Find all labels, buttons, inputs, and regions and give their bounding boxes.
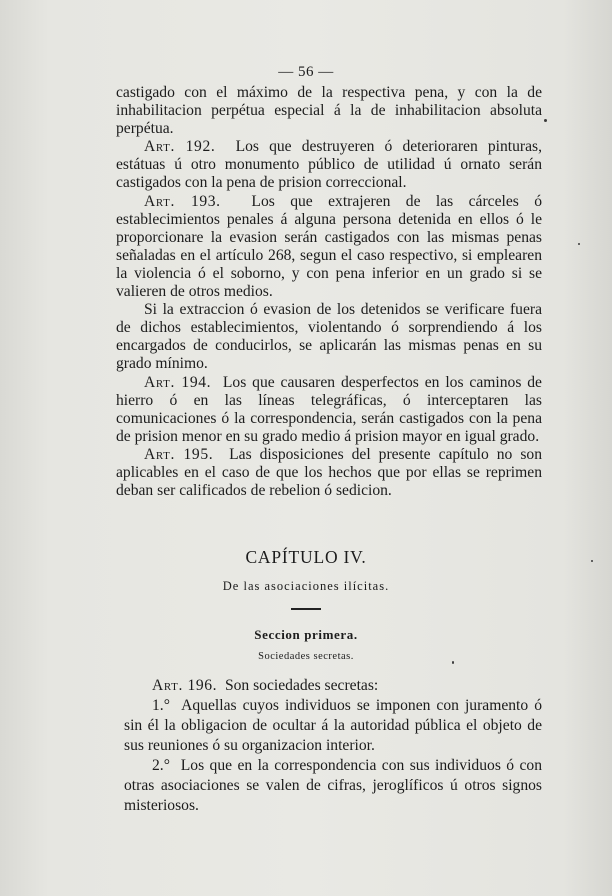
paragraph-text: Los que extrajeren de las cárceles ó establecimientos penales á alguna persona detenida en ellos ó le proporcionare la evasion serán castigados con las mismas penas señaladas en el artículo 268, segun el caso respectivo, si emplearen la violencia ó el soborno, y con pena inferior en un grado si se valieren de otros medios.	[116, 192, 543, 301]
paragraph-text: Aquellas cuyos individuos se imponen con juramento ó sin él la obligacion de ocultar á la autoridad pública el objeto de sus reuniones ó su organizacion interior.	[124, 697, 543, 754]
body-text-2	[124, 676, 542, 816]
ink-speck	[544, 119, 547, 122]
chapter-title: CAPÍTULO IV.	[245, 547, 367, 567]
paragraph-text: Las disposiciones del presente capítulo no son aplicables en el caso de que los hechos que por ellas se reprimen deban ser calificados de rebelion ó sedicion.	[116, 445, 542, 500]
article-195	[116, 446, 542, 500]
paragraph-text: Los que causaren desperfectos en los caminos de hierro ó en las líneas telegráficas, ó interceptaren las comunicaciones ó la correspondencia, serán castigados con la pena de prision menor en su grado medio á prision mayor en igual grado.	[116, 373, 542, 445]
divider	[291, 608, 321, 610]
body-text	[116, 84, 542, 500]
paragraph-text: Los que destruyeren ó deterioraren pinturas, estátuas ú otro monumento público de utilidad ú ornato serán castigados con la pena de prision correccional.	[116, 138, 543, 192]
article-193	[116, 193, 542, 302]
list-item	[124, 756, 542, 816]
item-number: 2.°	[152, 757, 170, 774]
section-subtitle: Sociedades secretas.	[258, 651, 354, 662]
paragraph	[116, 301, 542, 373]
article-label: Art. 193.	[144, 192, 221, 210]
list-item	[124, 696, 542, 756]
article-label: Art. 195.	[144, 445, 214, 463]
paragraph-text: castigado con el máximo de la respectiva pena, y con la de inhabilitacion perpétua especial á la de inhabilitacion absoluta perpétua.	[116, 84, 542, 138]
article-196	[124, 676, 542, 696]
article-label: Art. 196.	[152, 677, 218, 694]
paragraph-text: Si la extraccion ó evasion de los detenidos se verificare fuera de dichos establecimientos, violentando ó sorprendiendo á los encargados de conducirlos, se aplicarán las mismas penas en su grado mínimo.	[116, 301, 542, 373]
section-title: Seccion primera.	[254, 627, 358, 642]
ink-speck	[578, 243, 580, 245]
article-192	[116, 138, 542, 192]
page-number: — 56 —	[278, 64, 334, 80]
article-label: Art. 192.	[144, 138, 216, 156]
item-number: 1.°	[152, 697, 170, 714]
article-194	[116, 374, 542, 446]
chapter-subtitle: De las asociaciones ilícitas.	[222, 579, 390, 593]
paragraph-text: Son sociedades secretas:	[224, 677, 379, 694]
paragraph-text: Los que en la correspondencia con sus individuos ó con otras asociaciones se valen de cifras, jeroglíficos ú otros signos misteriosos.	[124, 757, 543, 814]
paragraph	[116, 84, 542, 138]
article-label: Art. 194.	[144, 373, 212, 391]
